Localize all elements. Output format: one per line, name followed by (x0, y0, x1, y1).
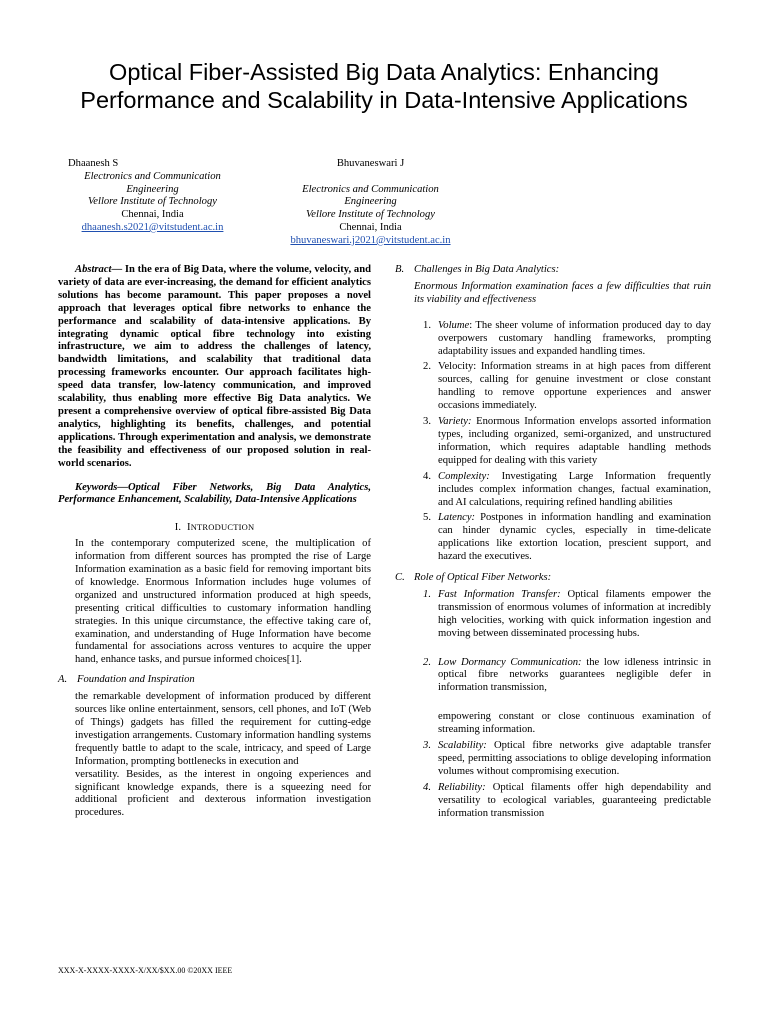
abstract (58, 264, 371, 471)
author-email-link[interactable]: dhaanesh.s2021@vitstudent.ac.in (81, 221, 224, 233)
author-institute: Vellore Institute of Technology (306, 209, 435, 221)
list-item: 4. Complexity: Investigating Large Information frequently includes complex information changes, factual examination, and AI calculations, requiring refined handling abilities (423, 470, 711, 508)
author-location: Chennai, India (121, 209, 184, 221)
challenges-list (395, 320, 711, 564)
subsection-letter: A. (58, 674, 68, 686)
abstract-dash: — (111, 264, 123, 275)
section-title-rest: NTRODUCTION (190, 522, 255, 533)
author-department: Electronics and Communication Engineering (302, 183, 439, 208)
optical-roles-list (395, 589, 711, 821)
list-item: 3. Variety: Enormous Information envelops assorted information types, including organized, semi-organized, and unstructured information, which requires adaptable handling methods equipped for dealing with this variety (423, 416, 711, 466)
author-2 (283, 158, 458, 248)
list-item: 1. Fast Information Transfer: Optical filaments empower the transmission of enormous volumes of information at incredibly high velocities, working with quick information ingestion and moving between disseminated processing hubs. (423, 588, 711, 639)
abstract-text: In the era of Big Data, where the volume, velocity, and variety of data are ever-increasing, the demand for efficient analytics solutions has become paramount. This paper proposes a novel approach that leverages optical fibre networks to enhance the performance and scalability of data-intensive applications. By integrating dynamic optical fibre technology into existing infrastructure, we aim to address the challenges of latency, bandwidth limitations, and scalability that traditional data processing frameworks encounter. Our approach facilitates high-speed data transfer, low-latency communication, and improved scalability, thus enabling more effective Big Data analytics. We present a comprehensive overview of optical fibre-assisted Big Data analytics, highlighting its benefits, challenges, and potential applications. Through experimentation and analysis, we demonstrate the feasibility and effectiveness of our proposed solution in real-world scenarios. (58, 264, 371, 469)
subsection-a-paragraph-2: versatility. Besides, as the interest in ongoing experiences and significant knowledge expands, there is a squeezing need for additional proficient and dexterous information investigation procedures. (75, 768, 371, 819)
section-number: I. (174, 522, 182, 534)
copyright-footer: XXX-X-XXXX-XXXX-X/XX/$XX.00 ©20XX IEEE (58, 966, 233, 975)
list-item: 2. Low Dormancy Communication: the low idleness intrinsic in optical fibre networks guarantees negligible defer in information transmission, (423, 656, 711, 694)
abstract-label: Abstract (75, 264, 112, 275)
author-department: Electronics and Communication Engineering (84, 170, 221, 195)
left-column (58, 264, 371, 820)
list-item: 4. Reliability: Optical filaments offer high dependability and versatility to ecological variables, guaranteeing predictable information transmission (423, 781, 711, 819)
author-email-link[interactable]: bhuvaneswari.j2021@vitstudent.ac.in (290, 234, 451, 246)
subsection-b-intro: Enormous Information examination faces a few difficulties that ruin its viability and effectiveness (414, 280, 711, 305)
list-item: 1. Volume: The sheer volume of information produced day to day overpowers customary handling frameworks, prompting adaptability issues and expanded handling times. (423, 319, 711, 357)
subsection-title: Role of Optical Fiber Networks: (414, 572, 552, 584)
introduction-paragraph: In the contemporary computerized scene, the multiplication of information from different sources has prompted the rise of Large Information examination as a basic field for removing important bits of knowledge. Enormous Information includes huge volumes of organized and unstructured information produced at high speeds, presenting critical difficulties to customary information handling strategies. In this unique circumstance, the effective taking care of, examination, and understanding of Huge Information have become fundamental for associations across ventures to acquire the upper hand, enhance tasks, and pursue informed choices[1]. (75, 538, 371, 666)
list-item: 3. Scalability: Optical fibre networks give adaptable transfer speed, permitting associations to oblige developing information volumes without compromising execution. (423, 740, 711, 777)
subsection-letter: C. (395, 572, 405, 584)
section-initial: I (186, 522, 191, 534)
subsection-heading-b (395, 264, 711, 277)
author-1 (60, 158, 245, 235)
subsection-title: Challenges in Big Data Analytics: (414, 264, 560, 275)
keywords: Keywords—Optical Fiber Networks, Big Data Analytics, Performance Enhancement, Scalability, Data-Intensive Applications (58, 481, 371, 506)
subsection-heading-a (58, 674, 371, 687)
section-heading-introduction (58, 521, 371, 535)
author-name: Bhuvaneswari J (336, 158, 405, 169)
subsection-heading-c (395, 572, 711, 585)
paper-title: Optical Fiber-Assisted Big Data Analytics: Enhancing Performance and Scalability in Data-Intensive Applications (80, 59, 688, 113)
author-institute: Vellore Institute of Technology (88, 196, 217, 208)
list-item: 5. Latency: Postpones in information handling and examination can hinder dynamic cycles, especially in time-delicate applications like extortion location, prescient support, and hazard the executives. (423, 512, 711, 563)
subsection-a-paragraph-1: the remarkable development of information produced by different sources like online entertainment, sensors, cell phones, and IoT (Web of Things) gadgets has filled the requirement for cutting-edge investigation arrangements. Customary information handling systems frequently battle to adapt to the scale, intricacy, and speed of Large Information, prompting bottlenecks in execution and (75, 691, 371, 767)
subsection-title: Foundation and Inspiration (77, 674, 195, 686)
list-item: 2. Velocity: Information streams in at high paces from different sources, calling for genuine investment or close constant handling to remove opportune experiences and answer occasions immediately. (423, 361, 711, 412)
right-column (395, 264, 711, 824)
list-item: empowering constant or close continuous examination of streaming information. (438, 711, 711, 736)
author-name: Dhaanesh S (68, 158, 119, 169)
subsection-letter: B. (395, 264, 405, 275)
author-location: Chennai, India (339, 221, 402, 233)
